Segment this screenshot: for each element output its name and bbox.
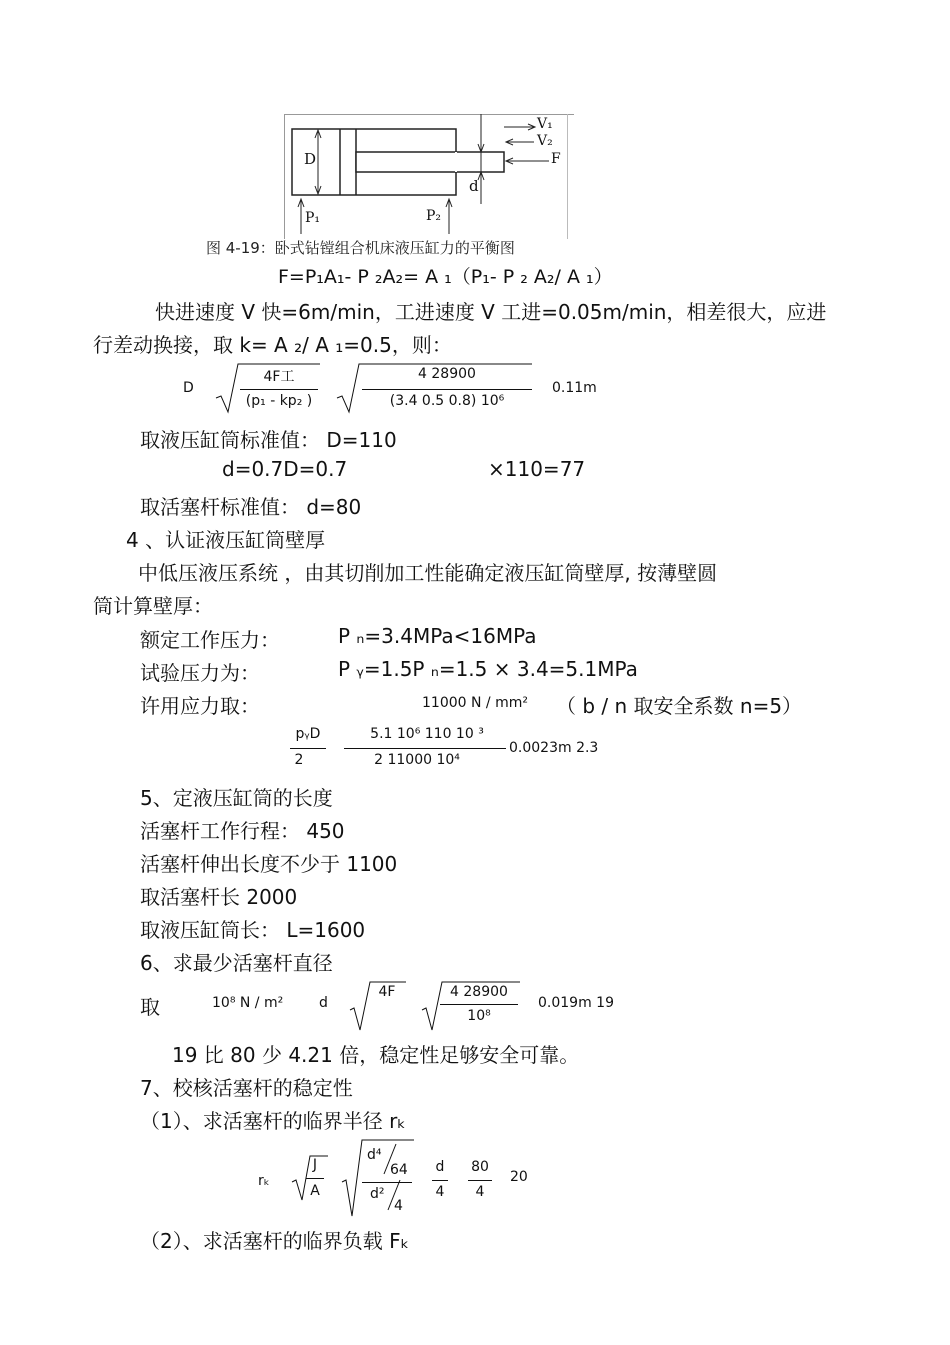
allowable-stress-value: 11000 N / mm² xyxy=(422,695,528,711)
eqr-n1: J xyxy=(312,1157,318,1173)
eqd-num2: 4 28900 xyxy=(450,984,508,1000)
eqT-bar2 xyxy=(344,748,506,749)
eqr-d3: 4 xyxy=(435,1184,445,1200)
eqr-bar3 xyxy=(432,1180,448,1181)
diagram-label-v1: V₁ xyxy=(537,116,553,132)
para1-line2: 行差动换接，取 k= A ₂/ A ₁=0.5，则： xyxy=(93,333,452,357)
eqD-den1: (p₁ - kp₂ ) xyxy=(245,393,313,409)
section-5-line-3: 取活塞杆长 2000 xyxy=(140,885,298,909)
eqD-num2: 4 28900 xyxy=(418,366,476,382)
eqT-den2: 2 11000 10⁴ xyxy=(374,752,460,768)
section-5-line-4: 取液压缸筒长： L=1600 xyxy=(140,918,366,942)
eqD-result: 0.11m xyxy=(552,380,597,396)
d-calc-2: ×110=77 xyxy=(488,457,586,481)
eqd-den2: 10⁸ xyxy=(467,1008,491,1024)
para1-line1: 快进速度 V 快=6m/min，工进速度 V 工进=0.05m/min，相差很大，应进 xyxy=(155,300,827,324)
allowable-stress-note: （ b / n 取安全系数 n=5） xyxy=(556,694,803,718)
section-5-line-2: 活塞杆伸出长度不少于 1100 xyxy=(140,852,398,876)
diagram-label-d: d xyxy=(469,177,479,195)
eqr-lhs: rₖ xyxy=(258,1173,270,1189)
rated-pressure-label: 额定工作压力： xyxy=(140,628,280,652)
section-6-conclusion: 19 比 80 少 4.21 倍，稳定性足够安全可靠。 xyxy=(172,1043,580,1067)
eqT-num1: pᵧD xyxy=(295,726,321,742)
eqr-n2b: 64 xyxy=(390,1162,408,1178)
section-7-title: 7、校核活塞杆的稳定性 xyxy=(140,1076,353,1100)
eqD-lhs: D xyxy=(183,380,194,396)
rated-pressure-value: P ₙ=3.4MPa<16MPa xyxy=(338,624,537,648)
test-pressure-label: 试验压力为： xyxy=(140,661,260,685)
section-4-title: 4 、认证液压缸筒壁厚 xyxy=(126,528,326,552)
eqr-result: 20 xyxy=(510,1169,528,1185)
eqr-d4: 4 xyxy=(475,1184,485,1200)
section-4-para-1: 中低压液压系统 ，由其切削加工性能确定液压缸筒壁厚, 按薄壁圆 xyxy=(138,561,718,585)
section-5-line-1: 活塞杆工作行程： 450 xyxy=(140,819,345,843)
section-5-title: 5、定液压缸筒的长度 xyxy=(140,786,333,810)
diagram-label-F: F xyxy=(551,151,561,167)
section-4-para-2: 筒计算壁厚： xyxy=(93,594,213,618)
eqr-n3: d xyxy=(435,1159,445,1175)
eqd-sigma: 10⁸ N / m² xyxy=(212,995,284,1011)
d-calc: d=0.7D=0.7 xyxy=(222,457,348,481)
section-7-sub-1: （1）、求活塞杆的临界半径 rₖ xyxy=(140,1109,406,1133)
eqd-result: 0.019m 19 xyxy=(538,995,614,1011)
eqD-num1: 4F工 xyxy=(263,369,295,385)
std-D: 取液压缸筒标准值： D=110 xyxy=(140,428,397,452)
eqD-bar1 xyxy=(240,389,318,390)
section-6-title: 6、求最少活塞杆直径 xyxy=(140,951,333,975)
eqr-bar4 xyxy=(468,1180,492,1181)
std-d: 取活塞杆标准值： d=80 xyxy=(140,495,362,519)
eqT-result: 0.0023m 2.3 xyxy=(509,740,599,756)
force-equation: F=P₁A₁- P ₂A₂= A ₁（P₁- P ₂ A₂/ A ₁） xyxy=(278,266,613,288)
eqr-d1: A xyxy=(310,1183,320,1199)
eqr-n2: d⁴ xyxy=(367,1147,382,1163)
diagram-label-p2: P₂ xyxy=(426,208,442,224)
diagram-label-D: D xyxy=(304,150,317,168)
diagram-label-v2: V₂ xyxy=(537,133,553,149)
eqd-take: 取 xyxy=(140,995,160,1019)
section-7-sub-2: （2）、求活塞杆的临界负载 Fₖ xyxy=(140,1229,410,1253)
eqT-num2: 5.1 10⁶ 110 10 ³ xyxy=(370,726,484,742)
eqr-d2b: 4 xyxy=(394,1198,403,1214)
eqT-den1: 2 xyxy=(294,752,304,768)
diagram-label-p1: P₁ xyxy=(305,210,321,226)
allowable-stress-label: 许用应力取： xyxy=(140,694,260,718)
eqr-d2: d² xyxy=(370,1186,385,1202)
eqd-inner1: 4F xyxy=(378,984,396,1000)
test-pressure-value: P ᵧ=1.5P ₙ=1.5 × 3.4=5.1MPa xyxy=(338,657,638,681)
eqr-n4: 80 xyxy=(471,1159,489,1175)
eqr-bar1 xyxy=(306,1178,324,1179)
figure-caption: 图 4-19：卧式钻镗组合机床液压缸力的平衡图 xyxy=(206,239,515,257)
eqd-lhs: d xyxy=(319,995,328,1011)
eqT-bar1 xyxy=(290,748,326,749)
eqD-bar2 xyxy=(362,389,532,390)
eqD-den2: (3.4 0.5 0.8) 10⁶ xyxy=(389,393,505,409)
eqd-bar2 xyxy=(440,1004,518,1005)
